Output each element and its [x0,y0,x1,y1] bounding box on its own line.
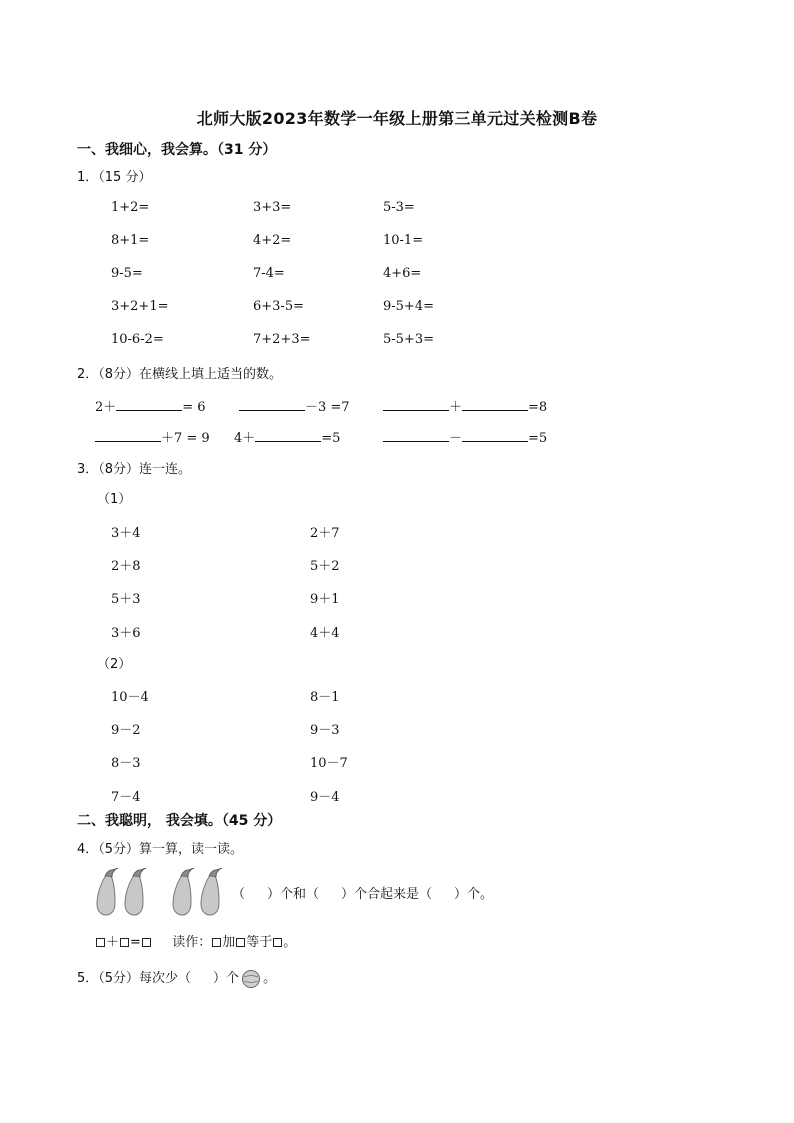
section-heading-1: 一、我细心，我会算。（31 分） [77,142,277,158]
question-3-label: 3．（8分）连一连。 [77,462,192,477]
answer-blank[interactable] [462,399,528,411]
q1-expression: 3+3= [253,200,292,215]
match-left-item[interactable]: 3＋4 [111,526,141,541]
match-left-item[interactable]: 10－4 [111,690,149,705]
q2-text: ＋7 = 9 [161,431,210,446]
q3-part-1-label: （1） [97,492,132,507]
q2-text: = 6 [182,400,206,415]
q1-expression: 3+2+1= [111,299,169,314]
q2-equation [234,427,340,446]
q1-expression: 5-5+3= [383,332,434,347]
q4-text: 等于 [246,935,273,950]
match-left-item[interactable]: 5＋3 [111,592,141,607]
eggplant-icon [125,868,146,915]
match-right-item[interactable]: 10－7 [310,756,348,771]
answer-blank[interactable] [383,399,449,411]
q2-equation [95,427,210,446]
answer-box[interactable] [273,938,282,947]
match-right-item[interactable]: 5＋2 [310,559,340,574]
q2-text: － [449,431,463,446]
answer-box[interactable] [142,938,151,947]
match-right-item[interactable]: 8－1 [310,690,340,705]
q1-expression: 4+2= [253,233,292,248]
eggplant-icon [201,868,222,915]
answer-box[interactable] [96,938,105,947]
q1-expression: 9-5+4= [383,299,434,314]
match-right-item[interactable]: 2＋7 [310,526,340,541]
q1-expression: 7+2+3= [253,332,311,347]
q2-text: =5 [321,431,341,446]
q1-expression: 7-4= [253,266,285,281]
answer-box[interactable] [120,938,129,947]
match-left-item[interactable]: 8－3 [111,756,141,771]
question-2-label: 2．（8分）在横线上填上适当的数。 [77,367,283,382]
q4-text: ）个合起来是（ [341,887,433,902]
q2-text: ＋ [449,400,463,415]
q1-expression: 10-1= [383,233,424,248]
q2-equation [95,396,206,415]
eggplant-icon [173,868,194,915]
match-right-item[interactable]: 9－3 [310,723,340,738]
q4-text: = [130,935,141,950]
match-left-item[interactable]: 9－2 [111,723,141,738]
q4-formula [95,931,296,950]
q5-text: ）个 [213,971,240,986]
q4-sentence [232,883,493,902]
question-5-label: 5．（5分）每次少（ [77,971,192,986]
q3-part-2-label: （2） [97,657,132,672]
q4-text: ）个和（ [267,887,320,902]
answer-box[interactable] [236,938,245,947]
q2-text: 4＋ [234,431,256,446]
q4-text: 读作： [172,935,212,950]
answer-blank[interactable] [462,430,528,442]
q2-text: －3 =7 [305,400,350,415]
match-left-item[interactable]: 2＋8 [111,559,141,574]
match-left-item[interactable]: 7－4 [111,790,141,805]
answer-blank[interactable] [116,399,182,411]
question-5 [77,967,276,989]
ball-icon [241,969,261,989]
answer-box[interactable] [212,938,221,947]
q1-expression: 4+6= [383,266,422,281]
q4-text: 加 [222,935,236,950]
q5-text: 。 [263,971,277,986]
q2-text: =5 [528,431,548,446]
page-title: 北师大版2023年数学一年级上册第三单元过关检测B卷 [196,109,598,128]
q1-expression: 10-6-2= [111,332,164,347]
section-heading-2: 二、我聪明， 我会填。（45 分） [77,813,282,829]
q2-equation [239,396,350,415]
answer-blank[interactable] [95,430,161,442]
q2-text: 2＋ [95,400,117,415]
q2-equation [383,396,547,415]
answer-blank[interactable] [239,399,305,411]
q1-expression: 5-3= [383,200,415,215]
match-right-item[interactable]: 9－4 [310,790,340,805]
q4-text: ）个。 [454,887,494,902]
match-right-item[interactable]: 4＋4 [310,626,340,641]
answer-blank[interactable] [255,430,321,442]
q1-expression: 9-5= [111,266,143,281]
q4-text: ＋ [106,935,120,950]
q1-expression: 8+1= [111,233,150,248]
q1-expression: 6+3-5= [253,299,304,314]
q2-equation [383,427,547,446]
q1-expression: 1+2= [111,200,150,215]
answer-blank[interactable] [383,430,449,442]
match-right-item[interactable]: 9＋1 [310,592,340,607]
question-1-label: 1．（15 分） [77,170,152,185]
q4-text: （ [232,887,246,902]
q2-text: =8 [528,400,548,415]
eggplant-icon [97,868,118,915]
eggplant-group [92,868,232,916]
q4-text: 。 [283,935,297,950]
question-4-label: 4．（5分）算一算，读一读。 [77,842,244,857]
match-left-item[interactable]: 3＋6 [111,626,141,641]
